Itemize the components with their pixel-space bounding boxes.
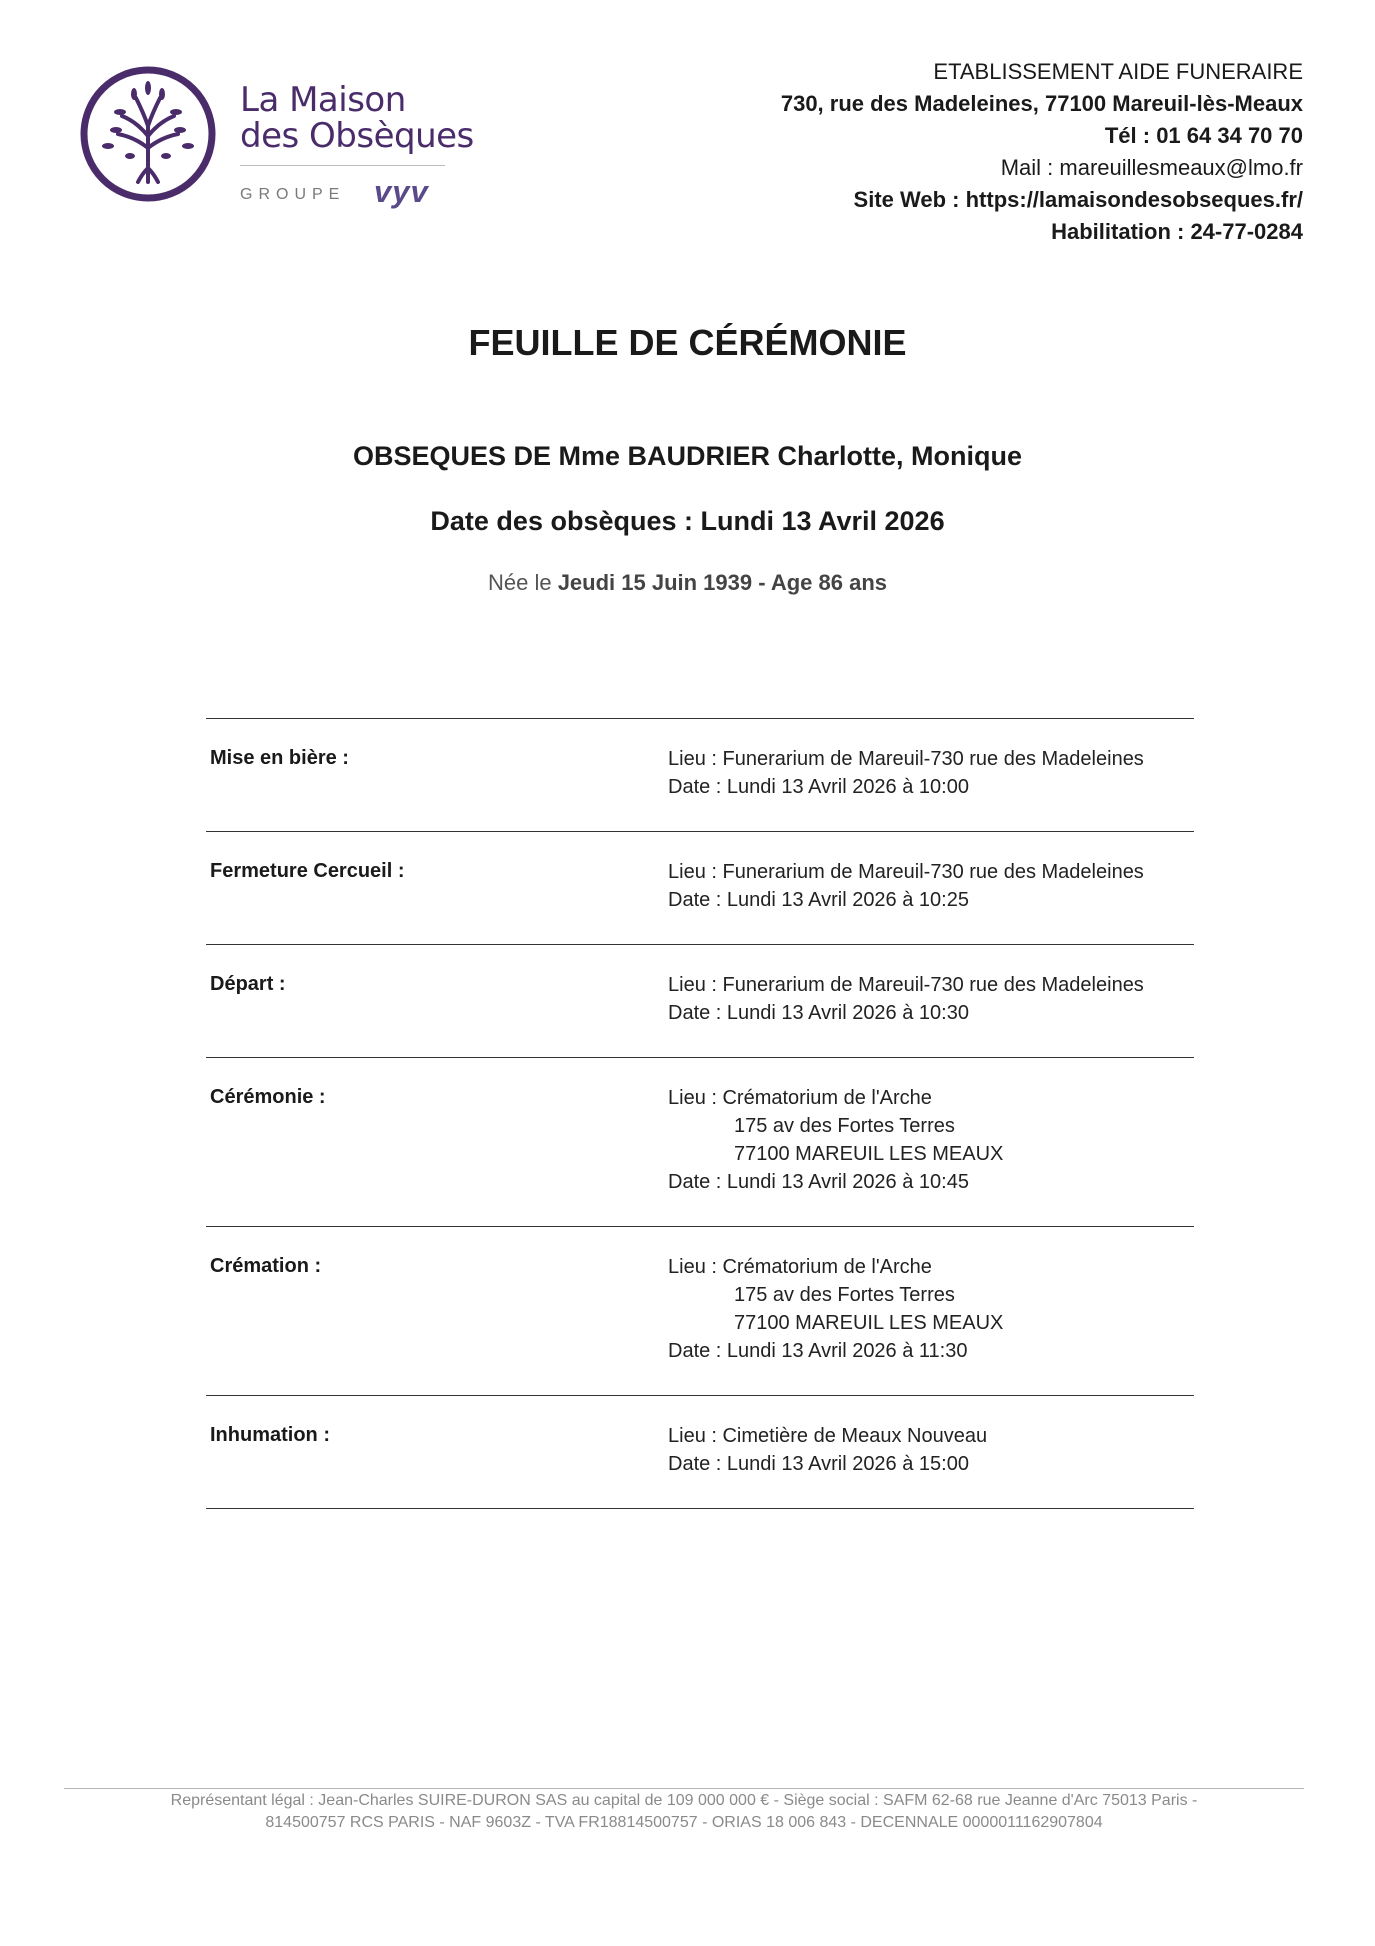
- funeral-date: Date des obsèques : Lundi 13 Avril 2026: [430, 506, 945, 536]
- brand-vyv-label: vyv: [374, 174, 429, 209]
- brand-name-line2: des Obsèques: [240, 116, 474, 156]
- company-logo: [78, 64, 474, 214]
- company-website: Site Web : https://lamaisondesobseques.fr/: [853, 187, 1303, 212]
- row-label: Cérémonie :: [210, 1086, 326, 1108]
- page-title: FEUILLE DE CÉRÉMONIE: [468, 322, 907, 363]
- row-label: Crémation :: [210, 1255, 322, 1277]
- row-date: Date : Lundi 13 Avril 2026 à 10:45: [668, 1171, 969, 1193]
- company-habilitation: Habilitation : 24-77-0284: [1051, 219, 1303, 244]
- row-details: [668, 1422, 987, 1478]
- schedule-row-fermeture-cercueil: [206, 832, 1194, 944]
- tree-of-life-icon: [78, 64, 218, 204]
- row-label: Mise en bière :: [210, 747, 349, 769]
- birth-info: [0, 570, 1375, 596]
- company-phone: Tél : 01 64 34 70 70: [1104, 123, 1303, 148]
- row-date: Date : Lundi 13 Avril 2026 à 10:25: [668, 889, 969, 911]
- company-contact-block: [781, 56, 1303, 248]
- footer-divider: [64, 1788, 1304, 1789]
- row-lieu: Lieu : Crématorium de l'Arche: [668, 1256, 932, 1278]
- row-details: [668, 858, 1144, 914]
- row-details: [668, 1084, 1003, 1196]
- row-date: Date : Lundi 13 Avril 2026 à 15:00: [668, 1453, 969, 1475]
- row-date: Date : Lundi 13 Avril 2026 à 10:30: [668, 1002, 969, 1024]
- row-date: Date : Lundi 13 Avril 2026 à 10:00: [668, 776, 969, 798]
- footer-legal-line2: 814500757 RCS PARIS - NAF 9603Z - TVA FR18814500757 - ORIAS 18 006 843 - DECENNALE 0000011162907804: [265, 1814, 1103, 1831]
- row-details: [668, 1253, 1003, 1365]
- row-label: Inhumation :: [210, 1424, 330, 1446]
- row-address-city: 77100 MAREUIL LES MEAUX: [734, 1143, 1004, 1165]
- schedule-divider: [206, 1508, 1194, 1509]
- row-address-street: 175 av des Fortes Terres: [734, 1115, 955, 1137]
- row-details: [668, 745, 1144, 801]
- funeral-subject: OBSEQUES DE Mme BAUDRIER Charlotte, Monique: [352, 441, 1023, 471]
- ceremony-schedule: [206, 718, 1194, 1509]
- row-details: [668, 971, 1144, 1027]
- row-label: Départ :: [210, 973, 286, 995]
- schedule-row-cremation: [206, 1227, 1194, 1395]
- brand-groupe-label: GROUPE: [240, 186, 346, 203]
- row-date: Date : Lundi 13 Avril 2026 à 11:30: [668, 1340, 968, 1362]
- footer-legal-line1: Représentant légal : Jean-Charles SUIRE-DURON SAS au capital de 109 000 000 € - Siège social : SAFM 62-68 rue Jeanne d'Arc 75013 Paris -: [170, 1792, 1198, 1809]
- row-address-street: 175 av des Fortes Terres: [734, 1284, 955, 1306]
- company-email: Mail : mareuillesmeaux@lmo.fr: [1000, 155, 1303, 180]
- schedule-row-depart: [206, 945, 1194, 1057]
- row-lieu: Lieu : Funerarium de Mareuil-730 rue des Madeleines: [668, 748, 1144, 770]
- company-address: 730, rue des Madeleines, 77100 Mareuil-lès-Meaux: [780, 91, 1303, 116]
- schedule-row-mise-en-biere: [206, 719, 1194, 831]
- row-lieu: Lieu : Crématorium de l'Arche: [668, 1087, 932, 1109]
- row-label: Fermeture Cercueil :: [210, 860, 405, 882]
- row-lieu: Lieu : Funerarium de Mareuil-730 rue des Madeleines: [668, 974, 1144, 996]
- row-lieu: Lieu : Cimetière de Meaux Nouveau: [668, 1425, 988, 1447]
- row-lieu: Lieu : Funerarium de Mareuil-730 rue des Madeleines: [668, 861, 1144, 883]
- schedule-row-ceremonie: [206, 1058, 1194, 1226]
- brand-name-line1: La Maison: [240, 80, 406, 120]
- schedule-row-inhumation: [206, 1396, 1194, 1508]
- brand-divider: [240, 165, 445, 166]
- company-name: ETABLISSEMENT AIDE FUNERAIRE: [933, 59, 1303, 84]
- birth-value: Jeudi 15 Juin 1939 - Age 86 ans: [557, 570, 888, 595]
- row-address-city: 77100 MAREUIL LES MEAUX: [734, 1312, 1004, 1334]
- birth-prefix: Née le: [487, 570, 552, 595]
